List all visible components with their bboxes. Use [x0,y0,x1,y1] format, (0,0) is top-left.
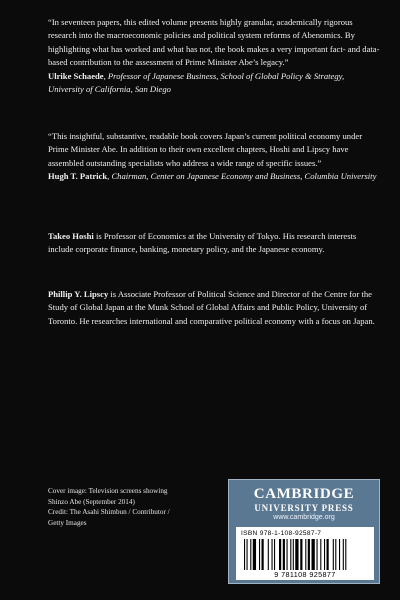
author-name: Phillip Y. Lipscy [48,289,109,299]
endorser-name: Ulrike Schaede [48,70,104,81]
author-bio-hoshi [48,230,380,257]
author-bio-text: is Professor of Economics at the University of Tokyo. His research interests include corporate finance, banking, monetary policy, and the Japanese economy. [48,231,357,255]
author-name: Takeo Hoshi [48,231,94,241]
author-bio-text: is Associate Professor of Political Science and Director of the Centre for the Study of Global Japan at the Munk School of Global Affairs and Public Policy, University of Toronto. He researches international and comparative political economy with a focus on Japan. [48,289,375,326]
cover-image-credit [48,486,198,528]
isbn-label: ISBN 978-1-108-92587-7 [241,530,322,537]
publisher-panel [228,479,380,584]
endorser-affiliation: Professor of Japanese Business, School of Global Policy & Strategy, University of California, San Diego [48,70,345,95]
credit-line: Credit: The Asahi Shimbun / Contributor / [48,508,170,517]
endorsement-1: “In seventeen papers, this edited volume presents highly granular, academically rigorous research into the macroeconomic policies and political system reforms of Abenomics. By highlighting what has worked and what has not, the book makes a very important fact- and data-based contribution to the assessment of Prime Minister Abe’s legacy.” Ulrike Schaede, Professor of Japanese Business, School of Global Policy & Strategy, University of California, San Diego [48,17,380,95]
endorser-affiliation: Chairman, Center on Japanese Economy and Business, Columbia University [111,171,377,182]
endorsement-quote: “This insightful, substantive, readable book covers Japan’s current political economy under Prime Minister Abe. In addition to their own excellent chapters, Hoshi and Lipscy have assembled outstanding specialists who address a wide range of specific issues.” [48,131,363,168]
endorser-name: Hugh T. Patrick [48,171,108,182]
barcode-digits: 9 781108 925877 [274,570,336,579]
publisher-name: CAMBRIDGE [253,486,355,502]
barcode-icon [244,539,368,570]
author-bio-lipscy [48,288,380,328]
credit-line: Shinzo Abe (September 2014) [48,497,135,506]
endorsement-2: “This insightful, substantive, readable book covers Japan’s current political economy under Prime Minister Abe. In addition to their own excellent chapters, Hoshi and Lipscy have assembled outstanding specialists who address a wide range of specific issues.” Hugh T. Patrick, Chairman, Center on Japanese Economy and Business, Columbia University [48,130,380,184]
publisher-website: www.cambridge.org [273,514,335,521]
endorsement-quote: “In seventeen papers, this edited volume presents highly granular, academically rigorous research into the macroeconomic policies and political system reforms of Abenomics. By highlighting what has worked and what has not, the book makes a very important fact- and data-based contribution to the assessment of Prime Minister Abe’s legacy.” [48,17,380,68]
barcode-box [236,527,374,580]
credit-line: Getty Images [48,518,87,527]
publisher-subtitle: UNIVERSITY PRESS [254,503,354,513]
credit-line: Cover image: Television screens showing [48,487,168,495]
